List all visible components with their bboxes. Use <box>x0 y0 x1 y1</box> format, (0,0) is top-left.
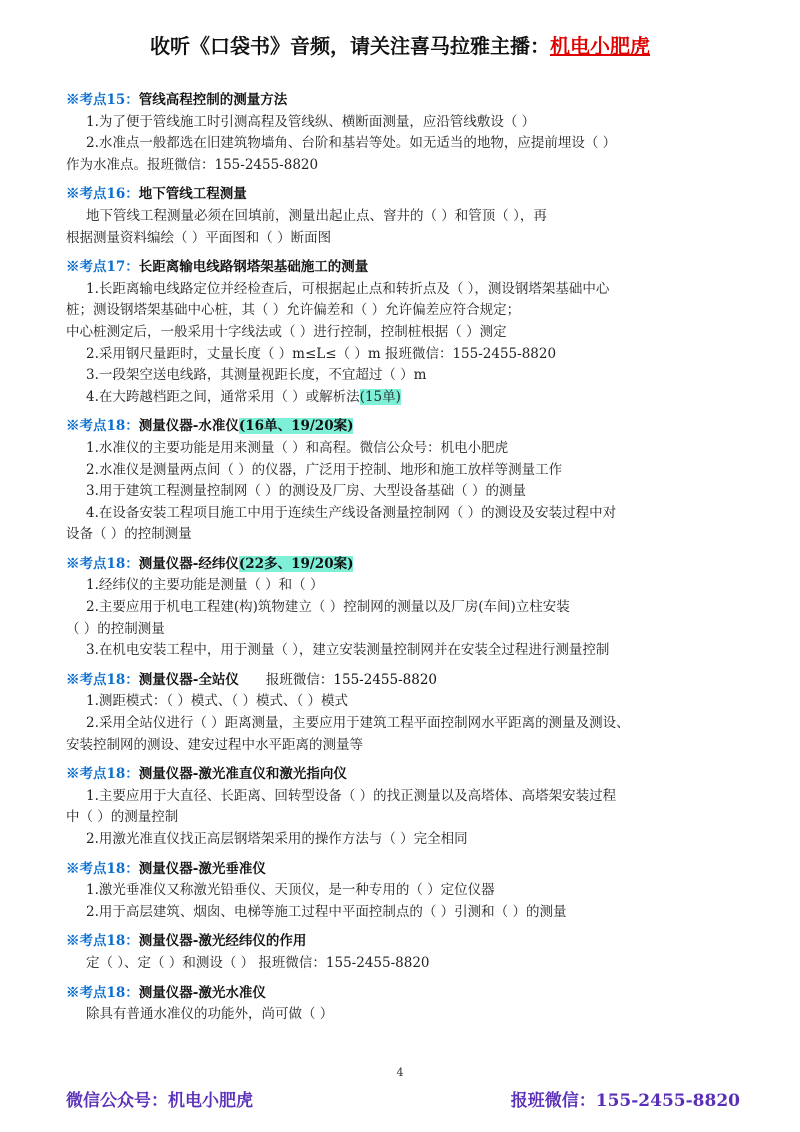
question-line <box>66 619 746 641</box>
page-number: 4 <box>396 1066 404 1079</box>
frequency-badge: (22多、19/20案) <box>238 555 354 572</box>
question-line <box>66 953 746 975</box>
question-text: 4.在设备安装工程项目施工中用于连续生产线设备测量控制网（ ）的测设及安装过程中对 <box>86 504 617 521</box>
question-line <box>66 735 746 757</box>
question-line <box>66 880 746 902</box>
section-tag: ※考点18： <box>66 933 139 950</box>
question-line <box>66 713 746 735</box>
question-line <box>66 460 746 482</box>
question-text: 1.为了便于管线施工时引测高程及管线纵、横断面测量，应沿管线敷设（ ） <box>86 113 536 130</box>
question-text: 1.经纬仪的主要功能是测量（ ）和（ ） <box>86 577 324 594</box>
question-text: 2.采用钢尺量距时，丈量长度（ ）m≤L≤（ ）m 报班微信：155-2455-8820 <box>86 345 557 362</box>
question-text: 2.主要应用于机电工程建(构)筑物建立（ ）控制网的测量以及厂房(车间)立柱安装 <box>86 599 570 616</box>
question-line <box>66 438 746 460</box>
section-title <box>66 931 746 953</box>
question-line <box>66 155 746 177</box>
question-line <box>66 902 746 924</box>
question-line <box>66 597 746 619</box>
question-line <box>66 807 746 829</box>
question-line <box>66 387 746 409</box>
question-text: 设备（ ）的控制测量 <box>66 526 192 543</box>
exam-point-section <box>66 931 746 974</box>
question-text: 除具有普通水准仪的功能外，尚可做（ ） <box>86 1006 334 1023</box>
exam-point-section <box>66 764 746 850</box>
section-title-text: 测量仪器-全站仪 <box>138 671 239 688</box>
section-title-text: 地下管线工程测量 <box>138 186 247 203</box>
section-title-text: 测量仪器-水准仪 <box>138 418 239 435</box>
question-line <box>66 575 746 597</box>
question-line <box>66 640 746 662</box>
exam-point-section <box>66 859 746 924</box>
footer-wechat-contact: 报班微信：155-2455-8820 <box>510 1091 740 1111</box>
section-title <box>66 257 746 279</box>
section-tag: ※考点18： <box>66 984 139 1001</box>
section-tag: ※考点17： <box>66 259 139 276</box>
question-text: 中心桩测定后，一般采用十字线法或（ ）进行控制，控制桩根据（ ）测定 <box>66 323 507 340</box>
question-text: 2.用于高层建筑、烟囱、电梯等施工过程中平面控制点的（ ）引测和（ ）的测量 <box>86 903 567 920</box>
question-line <box>66 524 746 546</box>
section-title <box>66 983 746 1005</box>
frequency-badge: (15单) <box>359 388 401 405</box>
question-text: 3.用于建筑工程测量控制网（ ）的测设及厂房、大型设备基础（ ）的测量 <box>86 483 526 500</box>
question-text: 1.主要应用于大直径、长距离、回转型设备（ ）的找正测量以及高塔体、高塔架安装过程 <box>86 787 617 804</box>
section-title <box>66 764 746 786</box>
question-text: 作为水准点。报班微信：155-2455-8820 <box>66 156 319 173</box>
question-line <box>66 786 746 808</box>
section-title-text: 测量仪器-激光准直仪和激光指向仪 <box>138 766 347 783</box>
question-line <box>66 206 746 228</box>
document-body <box>66 90 746 1034</box>
question-text: 地下管线工程测量必须在回填前，测量出起止点、窨井的（ ）和管顶（ ），再 <box>86 207 547 224</box>
section-title-text: 测量仪器-激光垂准仪 <box>138 860 266 877</box>
question-line <box>66 1004 746 1026</box>
question-text: 2.采用全站仪进行（ ）距离测量，主要应用于建筑工程平面控制网水平距离的测量及测设、 <box>86 715 630 732</box>
section-tag: ※考点18： <box>66 766 139 783</box>
exam-point-section <box>66 416 746 546</box>
question-text: 1.测距模式：（ ）模式、（ ）模式、（ ）模式 <box>86 693 349 710</box>
question-text: 定（ ）、定（ ）和测设（ ） 报班微信：155-2455-8820 <box>86 954 430 971</box>
section-title-text: 测量仪器-激光经纬仪的作用 <box>138 933 307 950</box>
question-line <box>66 344 746 366</box>
frequency-badge: (16单、19/20案) <box>238 418 354 435</box>
section-title <box>66 670 746 692</box>
exam-point-section <box>66 670 746 756</box>
section-title <box>66 184 746 206</box>
question-line <box>66 133 746 155</box>
section-title <box>66 416 746 438</box>
question-line <box>66 691 746 713</box>
header-brand: 机电小肥虎 <box>550 34 650 58</box>
question-line <box>66 279 746 301</box>
section-tag: ※考点15： <box>66 92 139 108</box>
question-line <box>66 503 746 525</box>
section-title-text: 测量仪器-激光水准仪 <box>138 984 266 1001</box>
exam-point-section <box>66 90 746 176</box>
question-text: 1.长距离输电线路定位并经检查后，可根据起止点和转折点及（ ），测设钢塔架基础中心 <box>86 280 610 297</box>
question-line <box>66 300 746 322</box>
question-line <box>66 228 746 250</box>
section-tag: ※考点18： <box>66 860 139 877</box>
question-text: 桩；测设钢塔架基础中心桩，其（ ）允许偏差和（ ）允许偏差应符合规定； <box>66 302 521 319</box>
question-line <box>66 829 746 851</box>
question-text: 2.用激光准直仪找正高层钢塔架采用的操作方法与（ ）完全相同 <box>86 831 468 847</box>
section-title-text: 管线高程控制的测量方法 <box>138 92 288 108</box>
section-title <box>66 90 746 112</box>
question-text: 3.在机电安装工程中，用于测量（ ），建立安装测量控制网并在安装全过程进行测量控制 <box>86 642 610 659</box>
section-extra-note: 报班微信：155-2455-8820 <box>265 671 438 688</box>
question-text: 1.激光垂准仪又称激光铅垂仪、天顶仪，是一种专用的（ ）定位仪器 <box>86 882 495 899</box>
exam-point-section <box>66 554 746 662</box>
question-text: 3.一段架空送电线路，其测量视距长度，不宜超过（ ）m <box>86 367 427 384</box>
section-title-text: 测量仪器-经纬仪 <box>138 555 239 572</box>
question-text: 1.水准仪的主要功能是用来测量（ ）和高程。微信公众号：机电小肥虎 <box>86 439 509 456</box>
question-text: （ ）的控制测量 <box>66 620 165 637</box>
exam-point-section <box>66 257 746 408</box>
footer-wechat-account: 微信公众号：机电小肥虎 <box>66 1091 253 1111</box>
section-title <box>66 859 746 881</box>
section-tag: ※考点16： <box>66 186 139 203</box>
section-title <box>66 554 746 576</box>
question-line <box>66 112 746 134</box>
question-text: 4.在大跨越档距之间，通常采用（ ）或解析法 <box>86 388 360 405</box>
question-line <box>66 481 746 503</box>
section-tag: ※考点18： <box>66 671 139 688</box>
exam-point-section <box>66 184 746 249</box>
question-text: 中（ ）的测量控制 <box>66 809 179 826</box>
page-header <box>0 30 800 59</box>
section-title-text: 长距离输电线路钢塔架基础施工的测量 <box>138 259 369 276</box>
header-prefix: 收听《口袋书》音频，请关注喜马拉雅主播： <box>150 34 550 58</box>
section-tag: ※考点18： <box>66 418 139 435</box>
exam-point-section <box>66 983 746 1026</box>
section-tag: ※考点18： <box>66 555 139 572</box>
question-text: 2.水准仪是测量两点间（ ）的仪器，广泛用于控制、地形和施工放样等测量工作 <box>86 461 563 478</box>
question-line <box>66 365 746 387</box>
question-text: 安装控制网的测设、建安过程中水平距离的测量等 <box>66 736 363 753</box>
question-text: 根据测量资料编绘（ ）平面图和（ ）断面图 <box>66 229 332 246</box>
question-text: 2.水准点一般都选在旧建筑物墙角、台阶和基岩等处。如无适当的地物，应提前埋设（ ） <box>86 135 617 152</box>
question-line <box>66 322 746 344</box>
